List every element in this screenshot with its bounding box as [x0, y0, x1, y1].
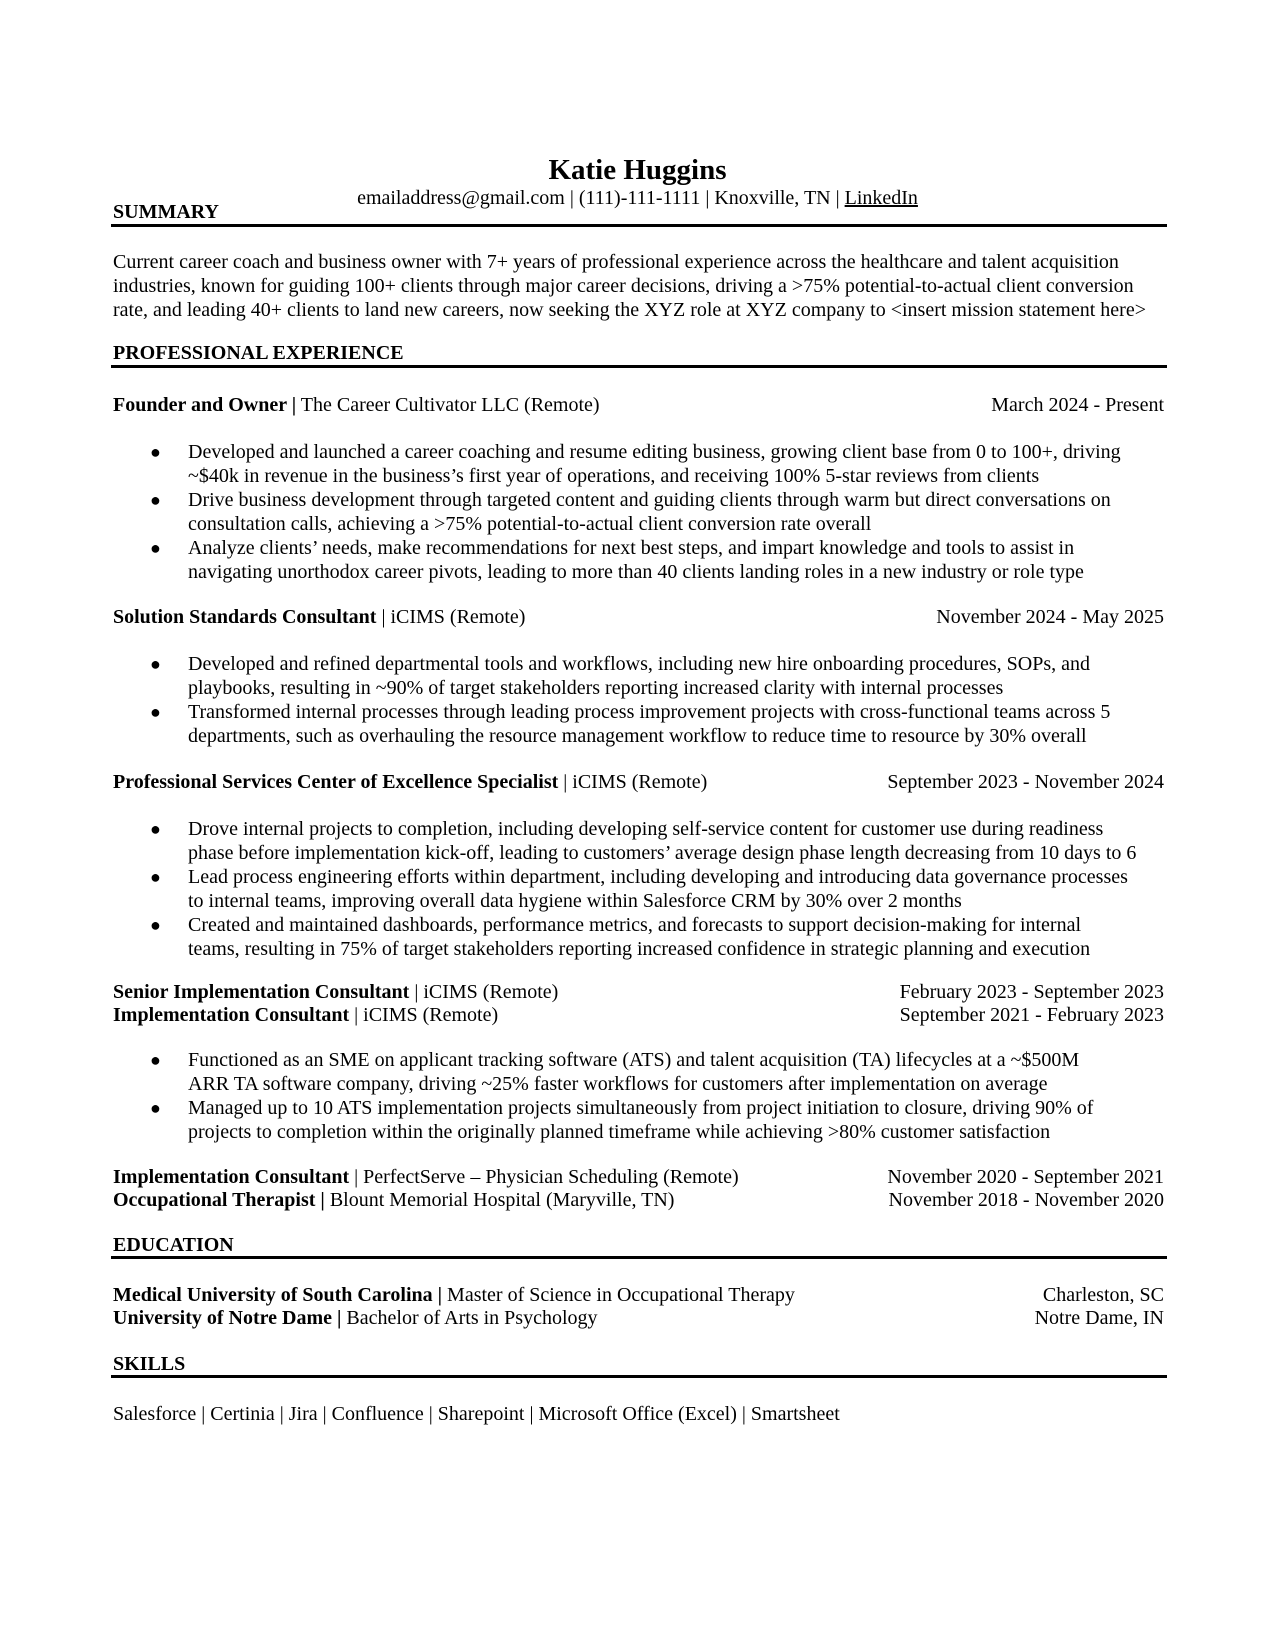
bullet-icon: ● [150, 1050, 161, 1070]
section-divider [111, 365, 1167, 368]
linkedin-link[interactable]: LinkedIn [844, 187, 918, 209]
bullet-line: ~$40k in revenue in the business’s first year of operations, and receiving 100% 5-star reviews from clients [188, 465, 1040, 487]
list-item [0, 536, 1275, 584]
bullet-line: Functioned as an SME on applicant tracking software (ATS) and talent acquisition (TA) lifecycles at a ~$500M [188, 1049, 1080, 1071]
bullet-line: Created and maintained dashboards, performance metrics, and forecasts to support decision-making for internal [188, 914, 1082, 936]
bullet-line: Managed up to 10 ATS implementation projects simultaneously from project initiation to closure, driving 90% of [188, 1097, 1094, 1119]
list-item [0, 865, 1275, 913]
list-item [0, 1096, 1275, 1144]
job-org: | iCIMS (Remote) [409, 981, 559, 1003]
job-title: Solution Standards Consultant [113, 606, 377, 628]
bullet-line: ARR TA software company, driving ~25% faster workflows for customers after implementation on average [188, 1073, 1048, 1095]
job-dates: March 2024 - Present [991, 394, 1164, 416]
bullet-icon: ● [150, 867, 161, 887]
list-item [0, 700, 1275, 748]
bullet-icon: ● [150, 819, 161, 839]
bullet-line: Drive business development through targeted content and guiding clients through warm but direct conversations on [188, 489, 1111, 511]
job-org: Blount Memorial Hospital (Maryville, TN) [324, 1189, 675, 1211]
list-item [0, 1048, 1275, 1096]
job-title-line [113, 393, 600, 417]
degree: Master of Science in Occupational Therapy [442, 1284, 795, 1306]
school-name: University of Notre Dame | [113, 1307, 342, 1329]
bullet-line: navigating unorthodox career pivots, leading to more than 40 clients landing roles in a new industry or role type [188, 561, 1084, 583]
school-location: Charleston, SC [1042, 1284, 1164, 1306]
bullet-line: Drove internal projects to completion, including developing self-service content for customer use during readiness [188, 818, 1104, 840]
summary-line: rate, and leading 40+ clients to land new careers, now seeking the XYZ role at XYZ company to <insert mission statement here> [113, 299, 1146, 321]
skills-list: Salesforce | Certinia | Jira | Confluence | Sharepoint | Microsoft Office (Excel) | Smartsheet [113, 1403, 840, 1425]
bullet-line: consultation calls, achieving a >75% potential-to-actual client conversion rate overall [188, 513, 872, 535]
school-name: Medical University of South Carolina | [113, 1284, 443, 1306]
job-org: | PerfectServe – Physician Scheduling (Remote) [349, 1166, 739, 1188]
summary-line: industries, known for guiding 100+ clients through major career decisions, driving a >75% potential-to-actual client conversion [113, 275, 1134, 297]
job-title-line [113, 1165, 739, 1189]
job-dates: November 2020 - September 2021 [887, 1166, 1164, 1188]
job-org: | iCIMS (Remote) [558, 771, 708, 793]
job-dates: September 2021 - February 2023 [899, 1004, 1164, 1026]
job-org: The Career Cultivator LLC (Remote) [296, 394, 600, 416]
job-title: Implementation Consultant [113, 1166, 350, 1188]
education-heading: EDUCATION [113, 1234, 234, 1256]
job-bullets [0, 817, 1275, 961]
section-divider [111, 1256, 1167, 1259]
education-entry [113, 1283, 795, 1307]
bullet-icon: ● [150, 654, 161, 674]
job-dates: November 2024 - May 2025 [936, 606, 1164, 628]
job-bullets [0, 1048, 1275, 1144]
bullet-line: Developed and refined departmental tools and workflows, including new hire onboarding procedures, SOPs, and [188, 653, 1090, 675]
section-divider [111, 1375, 1167, 1378]
school-location: Notre Dame, IN [1034, 1307, 1164, 1329]
list-item [0, 913, 1275, 961]
list-item [0, 817, 1275, 865]
bullet-line: Developed and launched a career coaching and resume editing business, growing client base from 0 to 100+, driving [188, 441, 1121, 463]
job-dates: February 2023 - September 2023 [899, 981, 1164, 1003]
degree: Bachelor of Arts in Psychology [341, 1307, 598, 1329]
experience-heading: PROFESSIONAL EXPERIENCE [113, 342, 404, 364]
job-dates: November 2018 - November 2020 [888, 1189, 1164, 1211]
list-item [0, 652, 1275, 700]
job-title: Implementation Consultant [113, 1004, 350, 1026]
bullet-icon: ● [150, 490, 161, 510]
bullet-icon: ● [150, 915, 161, 935]
bullet-line: phase before implementation kick-off, leading to customers’ average design phase length decreasing from 10 days to 6 [188, 842, 1137, 864]
list-item [0, 440, 1275, 488]
job-title-line [113, 605, 525, 629]
bullet-line: to internal teams, improving overall data hygiene within Salesforce CRM by 30% over 2 months [188, 890, 962, 912]
bullet-line: playbooks, resulting in ~90% of target stakeholders reporting increased clarity with internal processes [188, 677, 1004, 699]
bullet-icon: ● [150, 538, 161, 558]
summary-text [113, 250, 1169, 322]
job-title-line [113, 1003, 498, 1027]
bullet-line: Analyze clients’ needs, make recommendations for next best steps, and impart knowledge and tools to assist in [188, 537, 1075, 559]
job-org: | iCIMS (Remote) [376, 606, 526, 628]
job-bullets [0, 652, 1275, 748]
job-title: Professional Services Center of Excellence Specialist [113, 771, 559, 793]
job-title-line [113, 1188, 674, 1212]
contact-details: emailaddress@gmail.com | (111)-111-1111 | Knoxville, TN | [357, 187, 845, 209]
bullet-icon: ● [150, 702, 161, 722]
job-title-line [113, 980, 558, 1004]
bullet-icon: ● [150, 442, 161, 462]
job-title: Occupational Therapist | [113, 1189, 325, 1211]
job-dates: September 2023 - November 2024 [887, 771, 1164, 793]
skills-heading: SKILLS [113, 1353, 186, 1375]
job-title: Senior Implementation Consultant [113, 981, 410, 1003]
job-title-line [113, 770, 707, 794]
bullet-line: departments, such as overhauling the resource management workflow to reduce time to resource by 30% overall [188, 725, 1087, 747]
candidate-name: Katie Huggins [548, 154, 727, 186]
bullet-line: Transformed internal processes through leading process improvement projects with cross-functional teams across 5 [188, 701, 1111, 723]
bullet-line: projects to completion within the originally planned timeframe while achieving >80% customer satisfaction [188, 1121, 1051, 1143]
summary-line: Current career coach and business owner with 7+ years of professional experience across the healthcare and talent acquisition [113, 251, 1119, 273]
list-item [0, 488, 1275, 536]
section-divider [111, 224, 1167, 227]
job-bullets [0, 440, 1275, 584]
job-title: Founder and Owner | [113, 394, 297, 416]
bullet-line: Lead process engineering efforts within department, including developing and introducing data governance processes [188, 866, 1128, 888]
job-org: | iCIMS (Remote) [349, 1004, 499, 1026]
bullet-icon: ● [150, 1098, 161, 1118]
education-entry [113, 1306, 598, 1330]
summary-heading: SUMMARY [113, 201, 219, 223]
bullet-line: teams, resulting in 75% of target stakeholders reporting increased confidence in strategic planning and execution [188, 938, 1091, 960]
